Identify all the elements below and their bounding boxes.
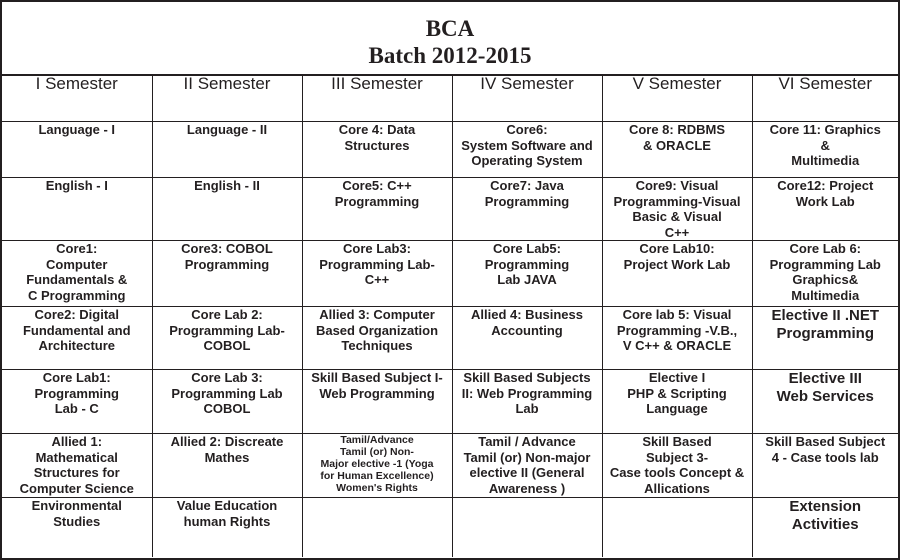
subject-cell: Core12: Project Work Lab (752, 178, 898, 241)
subject-cell (302, 498, 452, 557)
semester-header: V Semester (602, 74, 752, 122)
subject-cell: Skill Based Subject 4 - Case tools lab (752, 434, 898, 498)
subject-cell: Allied 2: Discreate Mathes (152, 434, 302, 498)
subject-cell: Elective III Web Services (752, 370, 898, 434)
subject-cell: Skill Based Subjects II: Web Programming Lab (452, 370, 602, 434)
subject-cell: Core6: System Software and Operating System (452, 122, 602, 178)
subject-cell: Core1: Computer Fundamentals & C Programming (2, 241, 152, 307)
table-row (2, 178, 898, 241)
subject-cell: Core 4: Data Structures (302, 122, 452, 178)
subject-cell: Elective I PHP & Scripting Language (602, 370, 752, 434)
subject-cell: Core2: Digital Fundamental and Architecture (2, 307, 152, 370)
subject-cell: Core9: Visual Programming-Visual Basic & Visual C++ (602, 178, 752, 241)
semester-header: IV Semester (452, 74, 602, 122)
subject-cell: Skill Based Subject 3- Case tools Concept & Allications (602, 434, 752, 498)
subject-cell: Core Lab5: Programming Lab JAVA (452, 241, 602, 307)
table-row (2, 370, 898, 434)
subject-cell: Core Lab 2: Programming Lab- COBOL (152, 307, 302, 370)
table-row (2, 241, 898, 307)
semester-header: II Semester (152, 74, 302, 122)
table-row (2, 434, 898, 498)
subject-cell: Extension Activities (752, 498, 898, 557)
table-row (2, 498, 898, 557)
subject-cell: Core 11: Graphics & Multimedia (752, 122, 898, 178)
semester-table (2, 74, 898, 557)
subject-cell: English - II (152, 178, 302, 241)
semester-header: III Semester (302, 74, 452, 122)
subject-cell: Core Lab 6: Programming Lab Graphics& Multimedia (752, 241, 898, 307)
subject-cell: Language - II (152, 122, 302, 178)
subject-cell: Core Lab 3: Programming Lab COBOL (152, 370, 302, 434)
subject-cell: Core Lab1: Programming Lab - C (2, 370, 152, 434)
subject-cell: Tamil/Advance Tamil (or) Non- Major elective -1 (Yoga for Human Excellence) Women's Rights (302, 434, 452, 498)
subject-cell: Core3: COBOL Programming (152, 241, 302, 307)
subject-cell: English - I (2, 178, 152, 241)
subject-cell: Core 8: RDBMS & ORACLE (602, 122, 752, 178)
subject-cell: Core Lab3: Programming Lab- C++ (302, 241, 452, 307)
subject-cell: Allied 4: Business Accounting (452, 307, 602, 370)
subject-cell: Value Education human Rights (152, 498, 302, 557)
title-block (2, 2, 898, 76)
subject-cell: Environmental Studies (2, 498, 152, 557)
subject-cell (452, 498, 602, 557)
subject-cell: Core5: C++ Programming (302, 178, 452, 241)
subject-cell: Language - I (2, 122, 152, 178)
subject-cell: Elective II .NET Programming (752, 307, 898, 370)
subject-cell (602, 498, 752, 557)
subject-cell: Allied 3: Computer Based Organization Techniques (302, 307, 452, 370)
table-row (2, 307, 898, 370)
semester-header: VI Semester (752, 74, 898, 122)
subject-cell: Skill Based Subject I- Web Programming (302, 370, 452, 434)
subject-cell: Core lab 5: Visual Programming -V.B., V C++ & ORACLE (602, 307, 752, 370)
subject-cell: Core Lab10: Project Work Lab (602, 241, 752, 307)
course-title: BCA (425, 16, 475, 41)
semester-header-row (2, 74, 898, 122)
batch-title: Batch 2012-2015 (368, 43, 532, 68)
table-row (2, 122, 898, 178)
semester-header: I Semester (2, 74, 152, 122)
subject-cell: Allied 1: Mathematical Structures for Computer Science (2, 434, 152, 498)
subject-cell: Tamil / Advance Tamil (or) Non-major elective II (General Awareness ) (452, 434, 602, 498)
subject-cell: Core7: Java Programming (452, 178, 602, 241)
